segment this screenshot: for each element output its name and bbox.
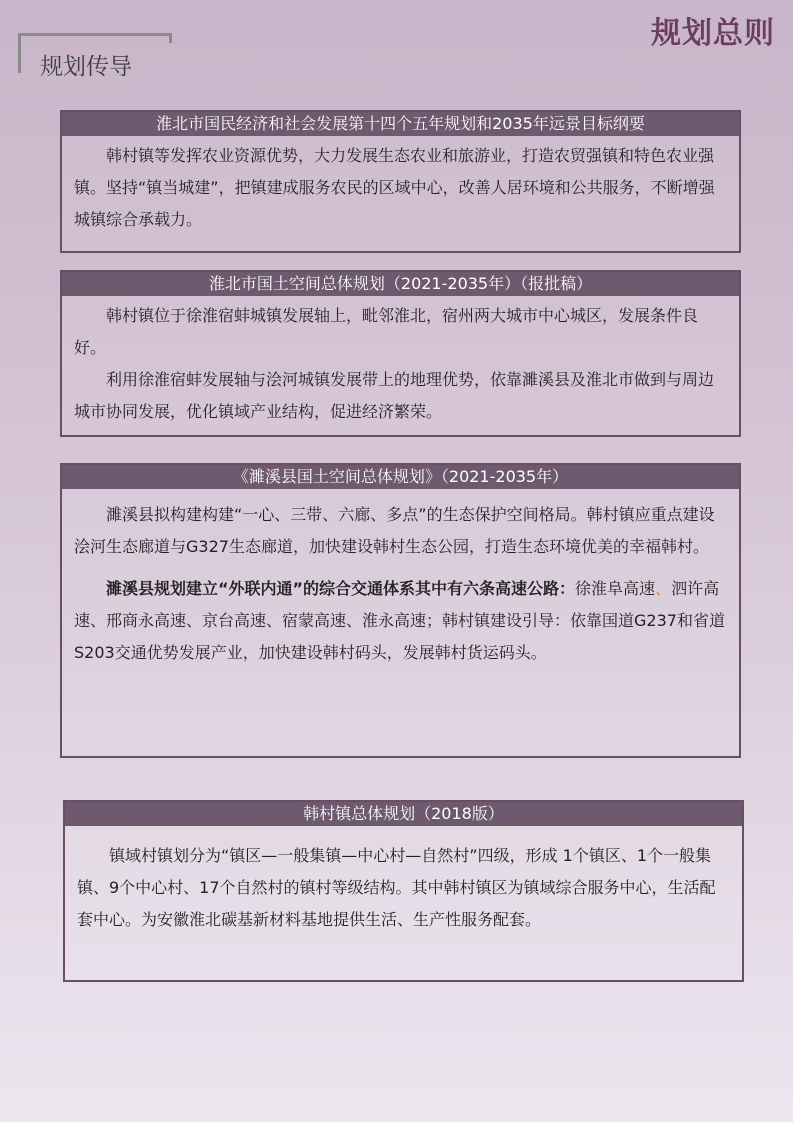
section-bracket-tick	[169, 33, 172, 43]
plan-card-3	[60, 463, 741, 758]
transport-rest: 泗许高速、邢商永高速、京台高速、宿蒙高速、淮永高速；韩村镇建设引导：依靠国道G237和省道S203交通优势发展产业，加快建设韩村码头，发展韩村货运码头。	[74, 579, 725, 662]
card-header: 淮北市国土空间总体规划（2021-2035年）（报批稿）	[62, 272, 739, 296]
section-bracket-left	[18, 33, 21, 73]
card-paragraph: 利用徐淮宿蚌发展轴与浍河城镇发展带上的地理优势，依靠濉溪县及淮北市做到与周边城市协同发展，优化镇域产业结构，促进经济繁荣。	[74, 370, 715, 421]
section-title: 规划传导	[40, 54, 132, 80]
card-paragraph: 镇域村镇划分为“镇区—一般集镇—中心村—自然村”四级，形成 1个镇区、1个一般集镇、9个中心村、17个自然村的镇村等级结构。其中韩村镇区为镇域综合服务中心，生活配套中心。为安徽淮北碳基新材料基地提供生活、生产性服务配套。	[77, 846, 716, 929]
card-header: 淮北市国民经济和社会发展第十四个五年规划和2035年远景目标纲要	[62, 112, 739, 136]
card-paragraph: 韩村镇等发挥农业资源优势，大力发展生态农业和旅游业，打造农贸强镇和特色农业强镇。坚持“镇当城建”，把镇建成服务农民的区域中心，改善人居环境和公共服务，不断增强城镇综合承载力。	[74, 146, 715, 229]
card-body	[65, 826, 742, 936]
plan-card-2	[60, 270, 741, 437]
card-header: 韩村镇总体规划（2018版）	[65, 802, 742, 826]
transport-road-1: 徐淮阜高速	[575, 579, 656, 598]
card-paragraph: 濉溪县拟构建构建“一心、三带、六廊、多点”的生态保护空间格局。韩村镇应重点建设浍河生态廊道与G327生态廊道，加快建设韩村生态公园，打造生态环境优美的幸福韩村。	[74, 505, 715, 556]
transport-separator: 、	[655, 579, 672, 598]
plan-card-4	[63, 800, 744, 982]
card-body	[62, 136, 739, 236]
section-bracket-top	[18, 33, 172, 36]
card-body	[62, 296, 739, 428]
transport-lead: 濉溪县规划建立“外联内通”的综合交通体系其中有六条高速公路：	[106, 579, 576, 598]
card-paragraph: 韩村镇位于徐淮宿蚌城镇发展轴上，毗邻淮北，宿州两大城市中心城区，发展条件良好。	[74, 306, 699, 357]
plan-card-1	[60, 110, 741, 253]
page-heading: 规划总则	[651, 16, 775, 51]
card-header: 《濉溪县国土空间总体规划》（2021-2035年）	[62, 465, 739, 489]
card-body	[62, 489, 739, 669]
card-paragraph-transport	[74, 573, 727, 669]
